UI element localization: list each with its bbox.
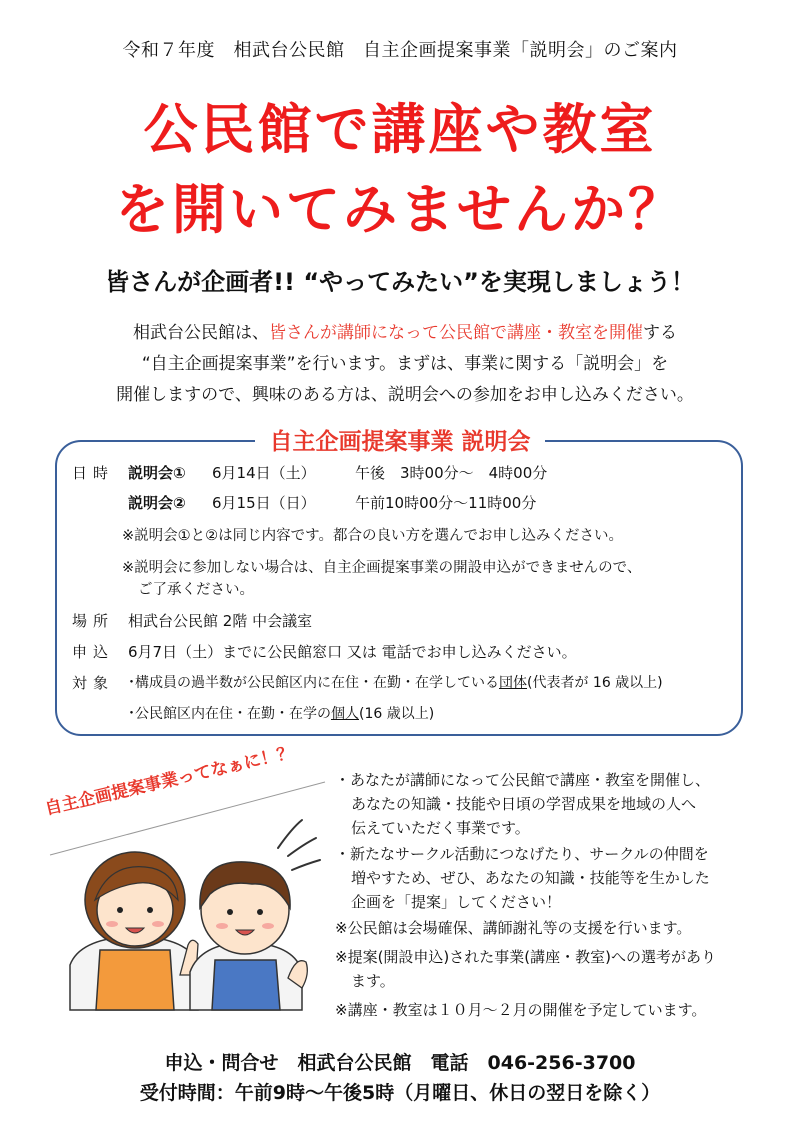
target-label: 対象 <box>72 674 115 692</box>
session1-time: 午後 3時00分～ 4時00分 <box>355 464 548 482</box>
bubble-text: 自主企画提案事業ってなぁに！？ <box>43 742 297 820</box>
footer-hours: 受付時間：午前9時～午後5時（月曜日、休日の翌日を除く） <box>139 1082 661 1104</box>
note-required-a: ※説明会に参加しない場合は、自主企画提案事業の開設申込ができませんので、 <box>122 560 642 576</box>
target-individual: ･公民館区内在住・在勤・在学の個人(16 歳以上) <box>128 706 435 722</box>
emphasis-lines <box>278 820 320 870</box>
session2-name: 説明会② <box>128 494 186 512</box>
note-required-b: ご了承ください。 <box>138 582 254 598</box>
date-label: 日時 <box>72 464 115 482</box>
woman-character <box>70 852 198 1010</box>
note-same-content: ※説明会①と②は同じ内容です。都合の良い方を選んでお申し込みください。 <box>122 528 623 544</box>
page-header: 令和７年度 相武台公民館 自主企画提案事業「説明会」のご案内 <box>122 40 678 61</box>
note-selection: ※提案(開設申込)された事業(講座・教室)への選考があり ます。 <box>335 948 716 990</box>
bullet-2: ・新たなサークル活動につなげたり、サークルの仲間を 増やすため、ぜひ、あなたの知識・技能等を生かした 企画を「提案」してください！ <box>335 845 710 911</box>
place-label: 場所 <box>72 612 115 630</box>
bubble-underline <box>50 782 325 855</box>
session2-time: 午前10時00分～11時00分 <box>355 494 537 512</box>
session-box-title: 自主企画提案事業 説明会 <box>0 423 800 456</box>
place-value: 相武台公民館 2階 中会議室 <box>128 612 313 630</box>
intro-paragraph: 相武台公民館は、皆さんが講師になって公民館で講座・教室を開催する “自主企画提案事業”を行います。まずは、事業に関する「説明会」を 開催しますので、興味のある方は、説明会への参加をお申し込みください。 <box>116 323 694 405</box>
note-support: ※公民館は会場確保、講師謝礼等の支援を行います。 <box>335 919 692 937</box>
session1-date: 6月14日（土） <box>212 464 316 482</box>
target-group: ･構成員の過半数が公民館区内に在住・在勤・在学している団体(代表者が 16 歳以上) <box>128 675 663 691</box>
bullet-1: ・あなたが講師になって公民館で講座・教室を開催し、 あなたの知識・技能や日頃の学習成果を地域の人へ 伝えていただく事業です。 <box>335 771 711 837</box>
illustration <box>40 760 330 1015</box>
apply-label: 申込 <box>72 643 115 661</box>
footer-contact: 申込・問合せ 相武台公民館 電話 046-256-3700 <box>164 1052 636 1074</box>
subtitle: 皆さんが企画者!! “やってみたい”を実現しましょう！ <box>105 268 695 296</box>
main-title-line2: を開いてみませんか？ <box>115 178 685 241</box>
session2-date: 6月15日（日） <box>212 494 316 512</box>
session1-name: 説明会① <box>128 464 186 482</box>
man-character <box>190 862 307 1010</box>
apply-value: 6月7日（土）までに公民館窓口 又は 電話でお申し込みください。 <box>128 643 577 661</box>
note-schedule: ※講座・教室は１０月～２月の開催を予定しています。 <box>335 1001 707 1019</box>
main-title-line1: 公民館で講座や教室 <box>143 98 657 161</box>
